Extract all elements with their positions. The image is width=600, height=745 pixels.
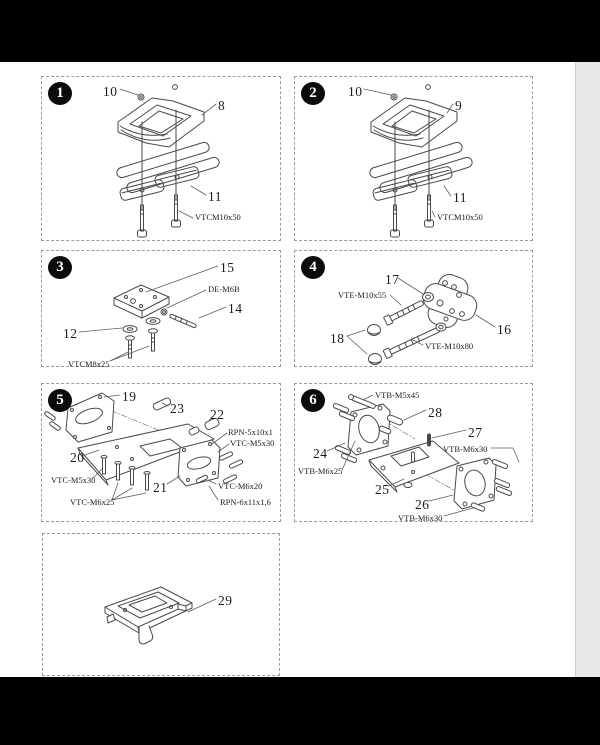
- exploded-drawing-7: [43, 534, 279, 675]
- part-number-label: 11: [208, 189, 222, 204]
- part-number-label: 18: [330, 331, 345, 346]
- exploded-drawing-1: [42, 77, 280, 240]
- part-number-label: 17: [385, 272, 400, 287]
- part-code-label: RPN-5x10x1: [228, 427, 273, 437]
- part-number-label: 19: [122, 389, 137, 404]
- part-code-label: VTCM8x25: [68, 359, 110, 369]
- part-number-label: 14: [228, 301, 243, 316]
- part-number-label: 25: [375, 482, 390, 497]
- exploded-drawing-3: [42, 251, 280, 366]
- panel-3: [41, 250, 281, 367]
- part-number-label: 29: [218, 593, 233, 608]
- part-code-label: VTC-M5x30: [51, 475, 96, 485]
- exploded-drawing-4: [295, 251, 532, 366]
- part-number-label: 23: [170, 401, 185, 416]
- part-number-label: 16: [497, 322, 512, 337]
- part-code-label: VTE-M10x55: [338, 290, 387, 300]
- panel-2-badge: 2: [301, 82, 325, 105]
- part-code-label: RPN-6x11x1,6: [220, 497, 271, 507]
- exploded-drawing-2: [295, 77, 532, 240]
- panel-6-badge: 6: [301, 389, 325, 412]
- part-code-label: VTB-M6x30: [443, 444, 488, 454]
- letterbox-top: [0, 0, 600, 62]
- part-code-label: VTCM10x50: [437, 212, 483, 222]
- part-code-label: VTB-M6x25: [298, 466, 343, 476]
- letterbox-bottom: [0, 677, 600, 745]
- scrollbar-track[interactable]: [575, 62, 600, 677]
- part-number-label: 24: [313, 446, 328, 461]
- panel-5: [41, 383, 281, 522]
- panel-7: [42, 533, 280, 676]
- part-number-label: 21: [153, 480, 168, 495]
- part-code-label: VTC-M5x30: [230, 438, 275, 448]
- panel-4: [294, 250, 533, 367]
- part-number-label: 10: [103, 84, 118, 99]
- part-code-label: VTE-M10x80: [425, 341, 474, 351]
- part-code-label: VTB-M5x45: [375, 390, 420, 400]
- part-number-label: 20: [70, 450, 85, 465]
- part-number-label: 12: [63, 326, 78, 341]
- part-code-label: VTB-M6x30: [398, 513, 443, 523]
- part-number-label: 26: [415, 497, 430, 512]
- part-number-label: 27: [468, 425, 483, 440]
- part-code-label: VTC-M6x25: [70, 497, 115, 507]
- part-code-label: DE-M6B: [208, 284, 240, 294]
- panel-1-badge: 1: [48, 82, 72, 105]
- panel-4-badge: 4: [301, 256, 325, 279]
- exploded-drawing-6: [295, 384, 532, 521]
- part-number-label: 11: [453, 190, 467, 205]
- panel-1: [41, 76, 281, 241]
- part-number-label: 8: [218, 98, 226, 113]
- part-number-label: 22: [210, 407, 225, 422]
- panel-2: [294, 76, 533, 241]
- part-code-label: VTCM10x50: [195, 212, 241, 222]
- panel-6: [294, 383, 533, 522]
- part-number-label: 28: [428, 405, 443, 420]
- panel-5-badge: 5: [48, 389, 72, 412]
- panel-3-badge: 3: [48, 256, 72, 279]
- part-number-label: 10: [348, 84, 363, 99]
- part-number-label: 15: [220, 260, 235, 275]
- part-number-label: 9: [455, 98, 463, 113]
- part-code-label: VTC-M6x20: [218, 481, 263, 491]
